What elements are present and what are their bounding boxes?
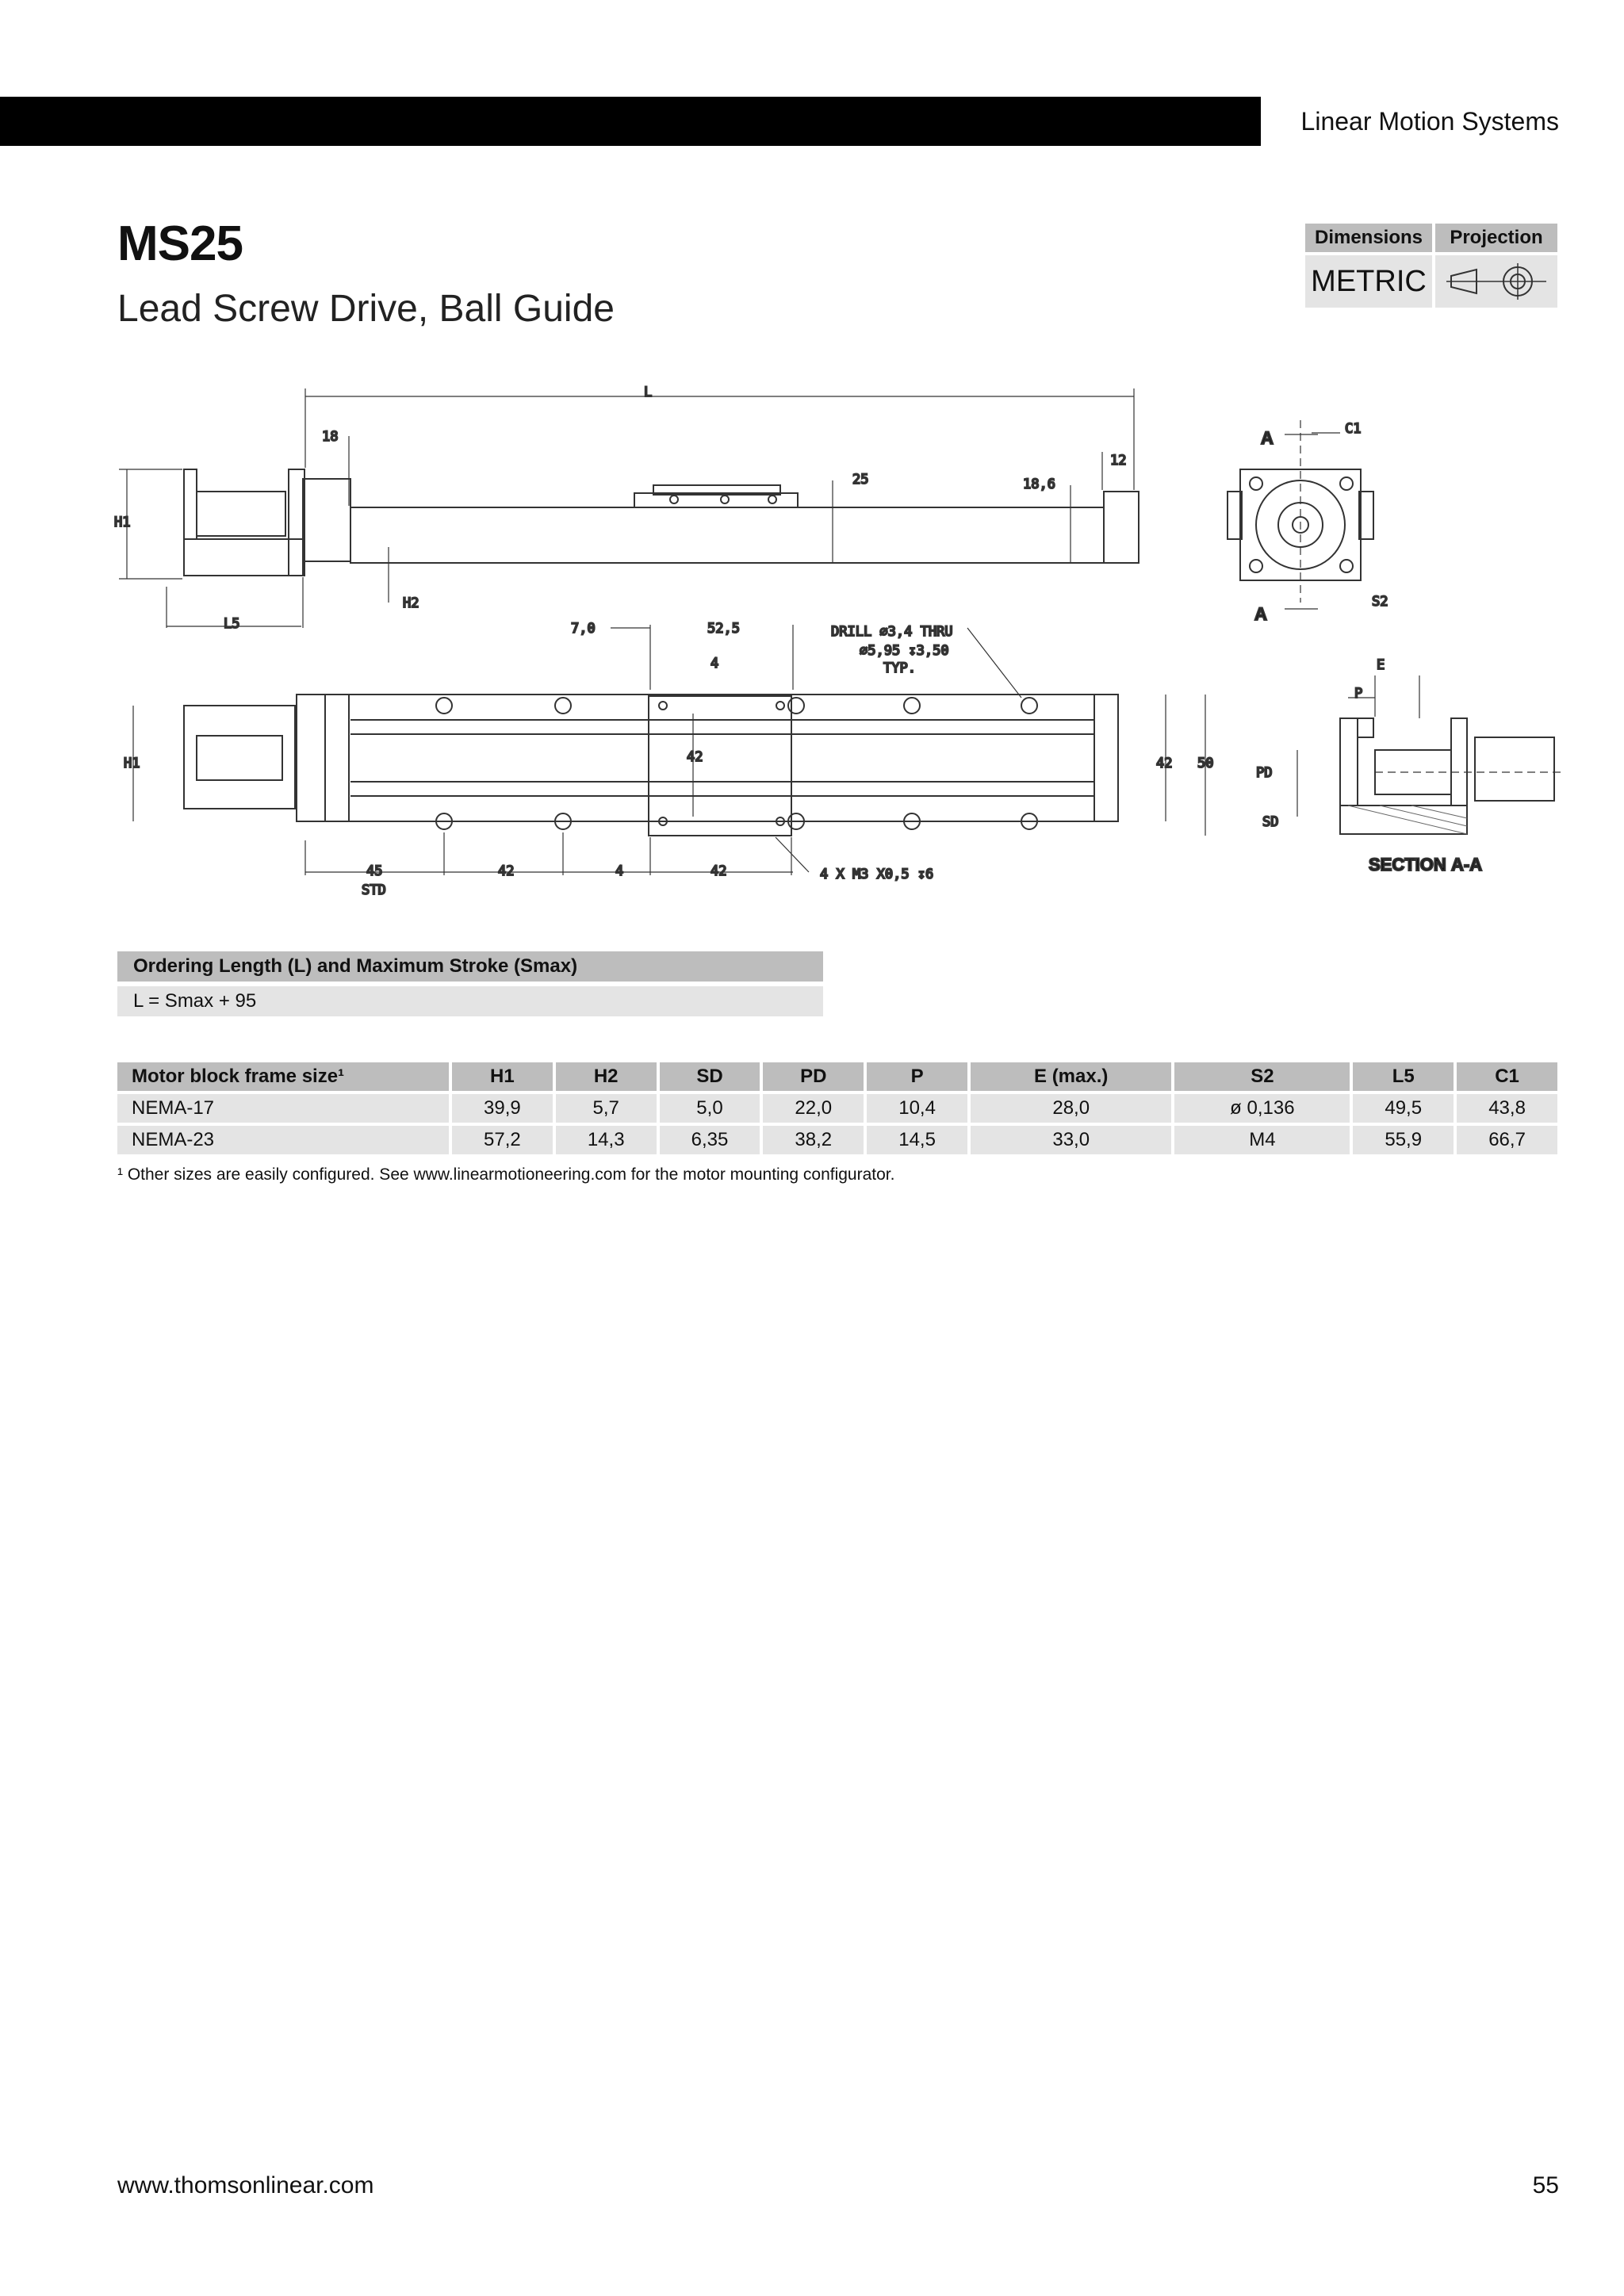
dimension-label-section-id: A-A [1451,855,1483,874]
dimension-label-d42-b2: 42 [710,863,727,879]
side-view [119,388,1139,628]
table-cell: 5,7 [556,1094,657,1123]
dimension-label-h2: H2 [403,595,419,611]
dimension-label-s2: S2 [1372,594,1388,610]
technical-drawing [111,373,1562,912]
table-cell: 39,9 [452,1094,553,1123]
dimension-label-h1: H1 [114,515,131,530]
table-header: H1 [452,1062,553,1091]
table-cell: 49,5 [1353,1094,1454,1123]
dimension-label-m3: 4 X M3 X0,5 ↧6 [820,867,934,882]
table-row [117,1126,1557,1154]
table-cell: 14,5 [867,1126,967,1154]
ordering-length-formula: L = Smax + 95 [117,986,823,1016]
table-header: SD [660,1062,760,1091]
dimension-label-sd: SD [1262,814,1279,830]
dimension-label-drill-3: TYP. [883,660,916,676]
dimension-label-h1: H1 [124,756,140,771]
dimension-label-d25: 25 [852,472,869,488]
table-cell: 14,3 [556,1126,657,1154]
dimension-label-d50: 50 [1197,756,1214,771]
dimension-label-d4: 4 [710,656,719,672]
table-cell: NEMA-17 [117,1094,449,1123]
dimension-label-d12: 12 [1110,453,1127,469]
dimensions-header: Dimensions [1305,224,1432,252]
table-cell: M4 [1174,1126,1350,1154]
units-label: METRIC [1305,255,1432,308]
table-header: S2 [1174,1062,1350,1091]
table-header: E (max.) [971,1062,1171,1091]
table-cell: 6,35 [660,1126,760,1154]
dimension-label-std: STD [362,882,386,898]
dimension-label-l: L [644,385,653,400]
ordering-length-title: Ordering Length (L) and Maximum Stroke (Smax) [117,951,823,982]
table-cell: 10,4 [867,1094,967,1123]
table-cell: 38,2 [763,1126,864,1154]
section-name: Linear Motion Systems [1300,107,1559,136]
dimension-label-d18: 18 [322,429,339,445]
section-a-a-view [1297,675,1562,834]
table-cell: 22,0 [763,1094,864,1123]
dimension-label-d42-r: 42 [1156,756,1173,771]
table-header: P [867,1062,967,1091]
header-bar [0,97,1261,146]
dimension-label-d7-0: 7,0 [571,621,596,637]
table-cell: 33,0 [971,1126,1171,1154]
table-cell: ø 0,136 [1174,1094,1350,1123]
dimension-label-e: E [1377,657,1385,673]
dimension-label-a-bot: A [1254,604,1267,624]
dimension-label-drill-1: DRILL ∅3,4 THRU [831,624,953,640]
table-header: L5 [1353,1062,1454,1091]
table-row [117,1094,1557,1123]
dimension-label-c1: C1 [1345,421,1362,437]
dimension-label-l5: L5 [224,616,240,632]
dimensions-table [114,1059,1561,1158]
table-footnote: ¹ Other sizes are easily configured. See www.linearmotioneering.com for the motor mounting configurator. [117,1165,895,1184]
dimension-label-drill-2: ∅5,95 ↧3,50 [860,643,949,659]
page-subtitle: Lead Screw Drive, Ball Guide [117,288,615,330]
dimension-label-p: P [1354,686,1363,702]
dimension-label-pd: PD [1256,765,1273,781]
table-cell: 5,0 [660,1094,760,1123]
footer-url[interactable]: www.thomsonlinear.com [117,2172,374,2198]
dimension-label-section: SECTION [1369,855,1446,874]
table-cell: 28,0 [971,1094,1171,1123]
page-number: 55 [1532,2172,1559,2198]
table-cell: 66,7 [1457,1126,1557,1154]
ordering-length-box [117,951,823,1016]
dimension-label-d4-b: 4 [615,863,624,879]
table-header: PD [763,1062,864,1091]
table-header: C1 [1457,1062,1557,1091]
table-header: Motor block frame size¹ [117,1062,449,1091]
table-cell: 55,9 [1353,1126,1454,1154]
dimension-label-d52-5: 52,5 [707,621,740,637]
dimension-label-d45: 45 [366,863,383,879]
table-header: H2 [556,1062,657,1091]
table-cell: 57,2 [452,1126,553,1154]
projection-header: Projection [1435,224,1557,252]
table-cell: 43,8 [1457,1094,1557,1123]
dimension-label-a-top: A [1261,428,1274,448]
page-title: MS25 [117,216,243,271]
end-view [1228,420,1373,609]
dimensions-projection-box [1305,224,1557,308]
dimension-label-d18-6: 18,6 [1023,476,1055,492]
third-angle-projection-icon [1435,255,1557,308]
dimension-label-d42-b1: 42 [498,863,515,879]
table-cell: NEMA-23 [117,1126,449,1154]
top-view [133,625,1205,875]
dimension-label-d42-v: 42 [687,749,703,765]
